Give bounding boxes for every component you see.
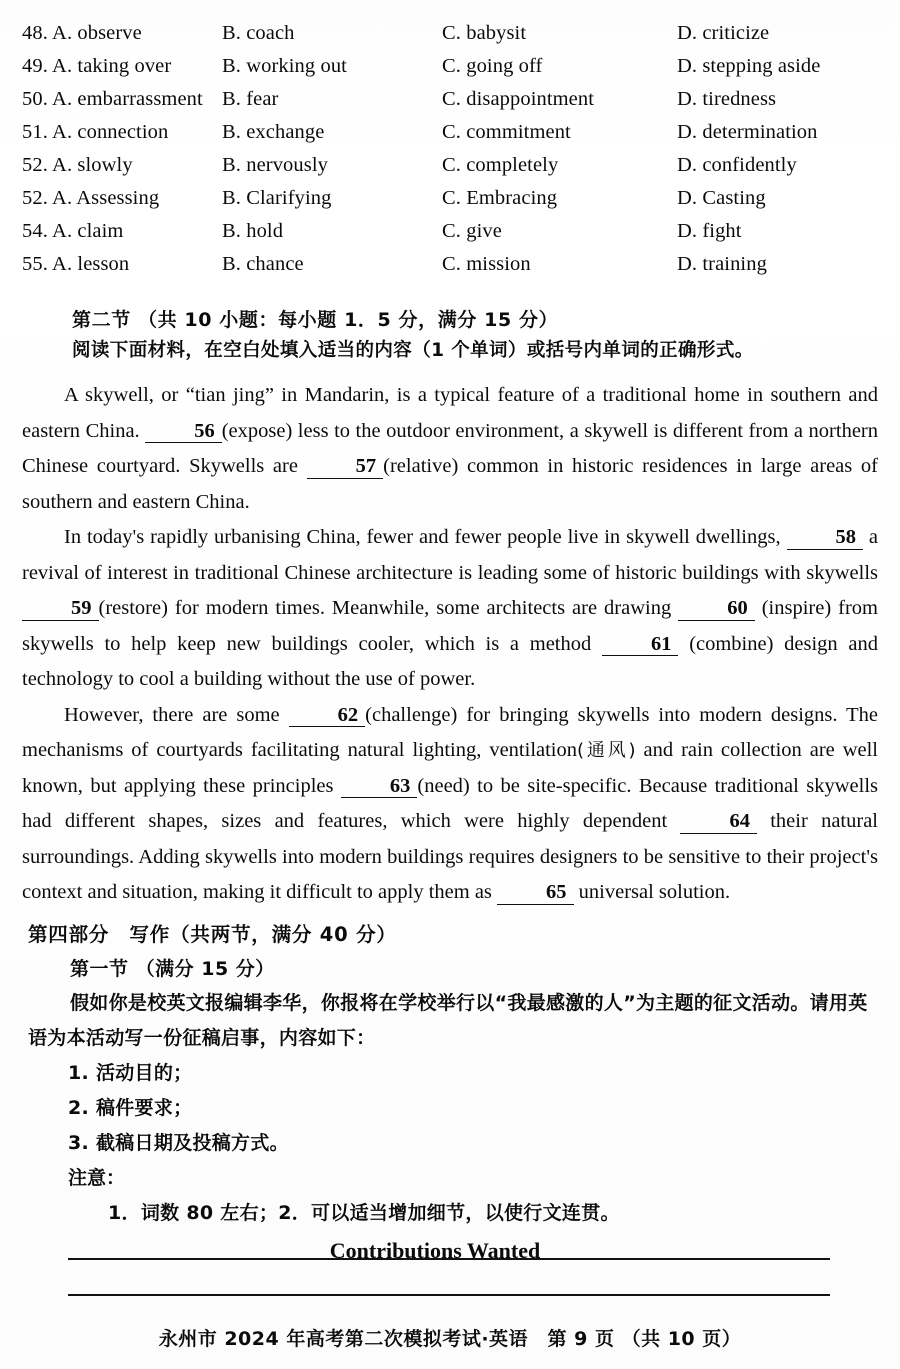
question-number: 52. [22,154,48,176]
option-a-label: A. embarrassment [52,88,203,110]
table-row [0,121,900,154]
option-a-label: A. Assessing [52,187,160,209]
option-c: C. mission [442,253,531,275]
option-d: D. confidently [677,154,797,176]
paragraph-text: (relative) common in historic residences in large areas of southern and eastern China. [22,455,878,513]
question-number: 49. [22,55,48,77]
table-row [0,154,900,187]
passage-paragraph-1 [22,378,878,520]
blank-58: 58 [787,527,864,550]
writing-prompt: 假如你是校英文报编辑李华，你报将在学校举行以“我最感激的人”为主题的征文活动。请用英语为本活动写一份征稿启事，内容如下： [28,992,868,1049]
option-c: C. disappointment [442,88,595,110]
mc-option-a [0,154,222,177]
paragraph-text: and rain collection are well known, but applying these principles [22,739,879,797]
question-number: 55. [22,253,48,275]
table-row [0,55,900,88]
table-row [0,253,900,286]
list-item: 1. 活动目的； [68,1062,193,1084]
paragraph-text: However, there are some [64,703,289,726]
multiple-choice-block [0,22,900,286]
option-d: D. Casting [677,187,766,209]
writing-line [68,1294,830,1296]
option-b: B. fear [222,88,279,110]
blank-56: 56 [145,421,222,444]
blank-63: 63 [341,776,418,799]
part-four-writing [0,918,900,1271]
mc-option-a [0,55,222,78]
table-row [0,187,900,220]
option-d: D. stepping aside [677,55,821,77]
option-c: C. completely [442,154,559,176]
mc-option-a [0,220,222,243]
paragraph-text: (need) to be site-specific. Because traditional skywells had different shapes, sizes and features, which were highly dependent [22,774,879,832]
notes-label: 注意： [68,1167,126,1189]
notes-content: 1．词数 80 左右；2．可以适当增加细节，以使行文连贯。 [108,1202,620,1224]
writing-requirements-list [0,1056,900,1161]
blank-65: 65 [497,882,574,905]
blank-64: 64 [680,811,757,834]
option-c: C. babysit [442,22,527,44]
table-row [0,88,900,121]
part-four-section-one-title: 第一节 （满分 15 分） [70,958,275,980]
option-b: B. exchange [222,121,325,143]
option-a-label: A. claim [52,220,124,242]
option-b: B. working out [222,55,347,77]
option-c: C. commitment [442,121,571,143]
mc-option-a [0,187,222,210]
answer-writing-lines [68,1258,830,1330]
table-row [0,220,900,253]
paragraph-text: a revival of interest in traditional Chinese architecture is leading some of historic buildings with skywells [22,526,878,584]
paragraph-text: universal solution. [573,881,731,903]
section-two-title: 第二节 （共 10 小题：每小题 1．5 分，满分 15 分） [72,309,559,331]
section-two-header [0,305,900,366]
list-item: 3. 截稿日期及投稿方式。 [68,1132,289,1154]
chinese-gloss-ventilation: (通风) [577,740,636,761]
blank-57: 57 [307,456,384,479]
option-c: C. give [442,220,502,242]
paragraph-text: (inspire) from skywells to help keep new buildings cooler, which is a method [22,597,878,655]
paragraph-text: (challenge) for bringing skywells into modern designs. The mechanisms of courtyards facilitating natural lighting, ventilation [22,703,878,761]
option-b: B. chance [222,253,304,275]
paragraph-text: their natural surroundings. Adding skywells into modern buildings requires designers to be sensitive to their project's context and situation, making it difficult to apply them as [22,810,878,903]
option-b: B. Clarifying [222,187,332,209]
option-c: C. Embracing [442,187,558,209]
option-a-label: A. observe [52,22,142,44]
paragraph-text: (expose) less to the outdoor environment, a skywell is different from a northern Chinese courtyard. Skywells are [22,419,879,477]
option-d: D. training [677,253,767,275]
mc-option-a [0,88,222,111]
option-d: D. criticize [677,22,770,44]
blank-62: 62 [289,705,366,728]
option-a-label: A. connection [52,121,169,143]
option-d: D. tiredness [677,88,777,110]
option-d: D. fight [677,220,742,242]
option-d: D. determination [677,121,818,143]
mc-option-a [0,22,222,45]
option-b: B. nervously [222,154,328,176]
paragraph-text: (combine) design and technology to cool a building without the use of power. [22,632,878,690]
list-item: 2. 稿件要求； [68,1097,193,1119]
question-number: 48. [22,22,48,44]
option-c: C. going off [442,55,543,77]
paragraph-text: In today's rapidly urbanising China, fewer and fewer people live in skywell dwellings, [64,526,787,548]
composition-title: Contributions Wanted [329,1238,541,1263]
section-two-instruction: 阅读下面材料，在空白处填入适当的内容（1 个单词）或括号内单词的正确形式。 [72,340,754,361]
question-number: 54. [22,220,48,242]
part-four-title: 第四部分 写作（共两节，满分 40 分） [28,923,397,946]
option-b: B. coach [222,22,295,44]
question-number: 52. [22,187,48,209]
blank-60: 60 [678,598,755,621]
paragraph-text: A skywell, or “tian jing” in Mandarin, is a typical feature of a traditional home in southern and eastern China. [22,384,878,442]
mc-option-a [0,121,222,144]
passage-paragraph-2 [22,520,878,698]
option-a-label: A. lesson [52,253,130,275]
question-number: 50. [22,88,48,110]
paragraph-text: (restore) for modern times. Meanwhile, some architects are drawing [98,597,679,619]
table-row [0,22,900,55]
page-footer: 永州市 2024 年高考第二次模拟考试·英语 第 9 页 （共 10 页） [158,1328,742,1350]
mc-option-a [0,253,222,276]
option-a-label: A. slowly [52,154,133,176]
option-a-label: A. taking over [52,55,172,77]
question-number: 51. [22,121,48,143]
blank-61: 61 [602,634,679,657]
cloze-passage [22,378,878,911]
option-b: B. hold [222,220,284,242]
passage-paragraph-3 [22,698,878,911]
blank-59: 59 [22,598,99,621]
writing-line [68,1258,830,1260]
